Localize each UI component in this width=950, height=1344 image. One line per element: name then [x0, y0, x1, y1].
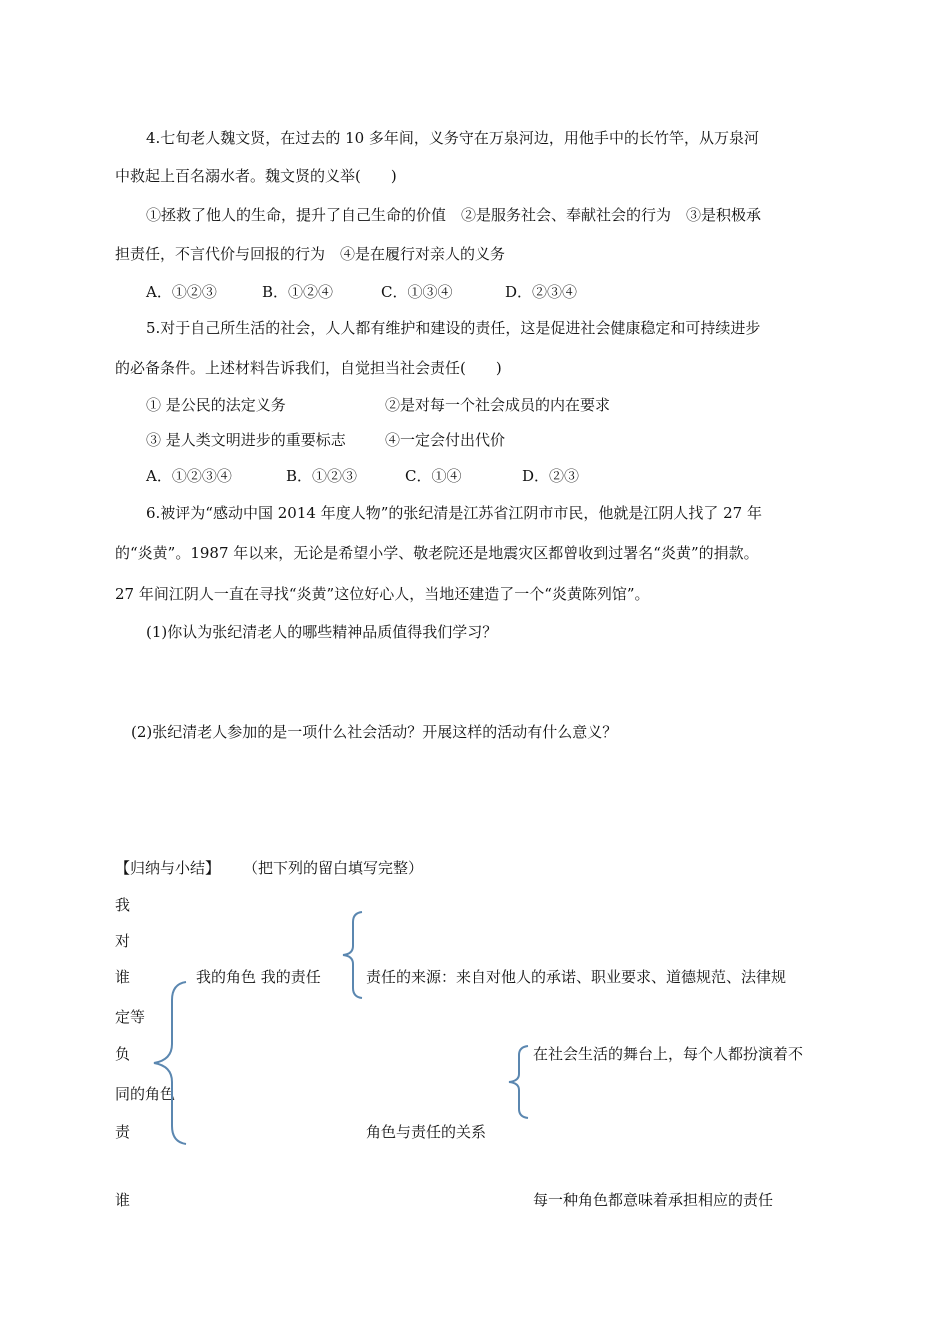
summary-left-char-5: 负 — [115, 1045, 131, 1063]
q5-option-b: B．①②③ — [286, 467, 358, 485]
q5-option-c: C．①④ — [405, 467, 462, 485]
role-responsibility-relation-label: 角色与责任的关系 — [366, 1123, 487, 1141]
q6-line-3: 27 年间江阴人一直在寻找“炎黄”这位好心人，当地还建造了一个“炎黄陈列馆”。 — [115, 585, 650, 603]
role-responsibility-label: 我的角色 我的责任 — [196, 968, 321, 986]
summary-left-char-6: 同的角色 — [115, 1085, 176, 1103]
q4-line-4: 担责任，不言代价与回报的行为 ④是在履行对亲人的义务 — [115, 245, 506, 263]
responsibility-source-text: 责任的来源：来自对他人的承诺、职业要求、道德规范、法律规 — [366, 968, 787, 986]
relation-brace-icon — [506, 1044, 530, 1120]
summary-left-char-2: 对 — [115, 932, 131, 950]
q6-line-2: 的“炎黄”。1987 年以来，无论是希望小学、敬老院还是地震灾区都曾收到过署名“炎黄”的捐款。 — [115, 544, 759, 562]
q5-line-1: 5.对于自己所生活的社会，人人都有维护和建设的责任，这是促进社会健康稳定和可持续进步 — [146, 319, 761, 337]
q6-sub-question-1: (1)你认为张纪清老人的哪些精神品质值得我们学习？ — [146, 623, 498, 641]
q4-line-2: 中救起上百名溺水者。魏文贤的义举( ) — [115, 167, 397, 185]
q5-item-4: ④一定会付出代价 — [385, 431, 506, 449]
q5-line-2: 的必备条件。上述材料告诉我们，自觉担当社会责任( ) — [115, 359, 502, 377]
left-brace-icon — [148, 978, 188, 1148]
summary-heading: 【归纳与小结】 — [115, 859, 221, 877]
summary-left-char-3: 谁 — [115, 968, 131, 986]
q5-option-a: A．①②③④ — [146, 467, 232, 485]
summary-left-char-7: 责 — [115, 1123, 131, 1141]
q5-item-2: ②是对每一个社会成员的内在要求 — [385, 396, 611, 414]
q6-sub-question-2: (2)张纪清老人参加的是一项什么社会活动？开展这样的活动有什么意义？ — [131, 723, 618, 741]
q6-line-1: 6.被评为“感动中国 2014 年度人物”的张纪清是江苏省江阴市市民，他就是江阴人找了 27 年 — [146, 504, 762, 522]
q4-line-1: 4.七旬老人魏文贤，在过去的 10 多年间，义务守在万泉河边，用他手中的长竹竿，从万泉河 — [146, 129, 759, 147]
each-role-responsibility-text: 每一种角色都意味着承担相应的责任 — [533, 1191, 774, 1209]
source-brace-icon — [340, 910, 364, 1000]
q5-item-1: ① 是公民的法定义务 — [146, 396, 286, 414]
summary-note: （把下列的留白填写完整） — [243, 859, 424, 877]
summary-left-char-8: 谁 — [115, 1191, 131, 1209]
q4-option-b: B．①②④ — [262, 283, 334, 301]
q4-option-a: A．①②③ — [146, 283, 217, 301]
social-stage-text: 在社会生活的舞台上，每个人都扮演着不 — [533, 1045, 804, 1063]
q4-line-3: ①拯救了他人的生命，提升了自己生命的价值 ②是服务社会、奉献社会的行为 ③是积极承 — [146, 206, 762, 224]
summary-left-char-1: 我 — [115, 896, 131, 914]
q4-option-d: D．②③④ — [505, 283, 578, 301]
summary-left-char-4: 定等 — [115, 1008, 146, 1026]
q5-item-3: ③ 是人类文明进步的重要标志 — [146, 431, 346, 449]
q4-option-c: C．①③④ — [381, 283, 453, 301]
q5-option-d: D．②③ — [522, 467, 580, 485]
